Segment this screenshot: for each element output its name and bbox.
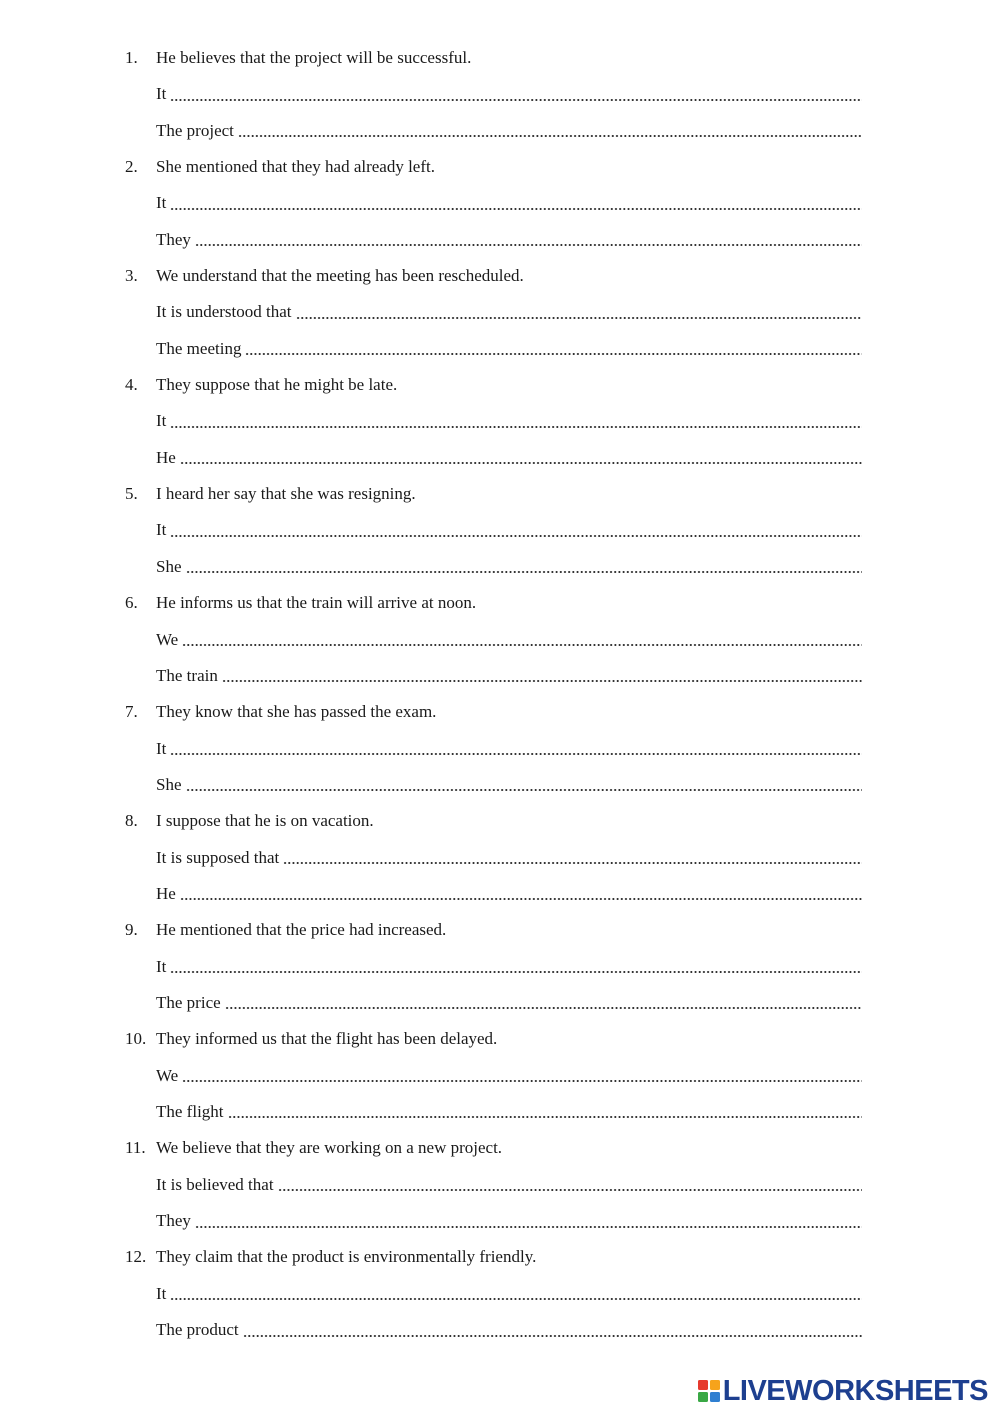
answer-prompt: They: [156, 1211, 191, 1230]
answer-input[interactable]: [243, 1324, 862, 1338]
liveworksheets-logo-text: LIVEWORKSHEETS: [722, 1375, 988, 1407]
answer-input[interactable]: [238, 124, 862, 138]
answer-prompt: We: [156, 629, 179, 649]
question-10: [0, 1021, 1000, 1057]
answer-line-5-1: [0, 512, 1000, 548]
answer-prompt: We: [156, 1065, 179, 1085]
answer-row: [156, 731, 862, 767]
answer-prompt: The product: [156, 1320, 239, 1340]
answer-line-7-2: [0, 767, 1000, 803]
answer-prompt: It: [156, 738, 167, 758]
answer-line-3-1: [0, 294, 1000, 330]
worksheet: [0, 40, 1000, 1348]
answer-input[interactable]: [170, 88, 862, 102]
answer-line-6-2: [0, 658, 1000, 694]
answer-row: [156, 876, 862, 912]
question-6: [0, 585, 1000, 621]
question-4: [0, 367, 1000, 403]
question-number: 11.: [125, 1138, 146, 1158]
answer-line-9-1: [0, 949, 1000, 985]
answer-row: [156, 1312, 862, 1348]
answer-line-12-2: [0, 1312, 1000, 1348]
answer-line-2-1: [0, 185, 1000, 221]
answer-prompt: It: [156, 84, 167, 104]
answer-line-4-1: [0, 403, 1000, 439]
answer-line-2-2: [0, 222, 1000, 258]
answer-input[interactable]: [245, 342, 862, 356]
answer-row: [156, 1203, 862, 1239]
answer-line-11-2: [0, 1203, 1000, 1239]
answer-row: [156, 1094, 862, 1130]
answer-input[interactable]: [180, 887, 862, 901]
question-number: 5.: [125, 484, 138, 504]
answer-prompt: The project: [156, 120, 234, 140]
answer-row: [156, 1058, 862, 1094]
answer-row: [156, 185, 862, 221]
answer-prompt: She: [156, 774, 182, 794]
answer-row: [156, 549, 862, 585]
answer-row: [156, 294, 862, 330]
answer-row: [156, 76, 862, 112]
answer-row: [156, 113, 862, 149]
answer-prompt: They: [156, 229, 191, 249]
answer-input[interactable]: [222, 669, 862, 683]
question-number: 10.: [125, 1029, 147, 1049]
answer-prompt: It: [156, 1283, 167, 1303]
answer-line-12-1: [0, 1276, 1000, 1312]
answer-input[interactable]: [170, 197, 862, 211]
question-9: [0, 912, 1000, 948]
logo-square-red: [698, 1380, 708, 1390]
question-3: [0, 258, 1000, 294]
question-text: She mentioned that they had already left.: [156, 157, 435, 177]
answer-line-10-2: [0, 1094, 1000, 1130]
question-number: 7.: [125, 702, 138, 722]
logo-square-green: [698, 1392, 708, 1402]
question-number: 6.: [125, 593, 138, 613]
answer-input[interactable]: [170, 524, 862, 538]
answer-row: [156, 331, 862, 367]
answer-row: [156, 840, 862, 876]
answer-prompt: The price: [156, 992, 221, 1012]
answer-row: [156, 222, 862, 258]
answer-line-1-1: [0, 76, 1000, 112]
answer-prompt: It: [156, 193, 167, 213]
answer-input[interactable]: [225, 996, 862, 1010]
liveworksheets-logo: [698, 1375, 988, 1407]
answer-row: [156, 440, 862, 476]
answer-prompt: The meeting: [156, 338, 242, 358]
answer-prompt: She: [156, 556, 182, 576]
question-2: [0, 149, 1000, 185]
answer-line-7-1: [0, 731, 1000, 767]
question-text: I suppose that he is on vacation.: [156, 811, 374, 831]
question-text: He informs us that the train will arrive at noon.: [156, 593, 477, 613]
question-number: 12.: [125, 1247, 147, 1267]
answer-input[interactable]: [182, 1069, 862, 1083]
answer-row: [156, 403, 862, 439]
question-text: He mentioned that the price had increased.: [156, 920, 447, 940]
question-number: 2.: [125, 157, 138, 177]
answer-line-9-2: [0, 985, 1000, 1021]
answer-prompt: It: [156, 520, 167, 540]
answer-input[interactable]: [195, 233, 862, 247]
question-5: [0, 476, 1000, 512]
question-7: [0, 694, 1000, 730]
answer-prompt: It: [156, 411, 167, 431]
answer-line-4-2: [0, 440, 1000, 476]
logo-square-blue: [710, 1392, 720, 1402]
answer-row: [156, 949, 862, 985]
answer-input[interactable]: [186, 560, 863, 574]
answer-line-8-1: [0, 840, 1000, 876]
answer-line-8-2: [0, 876, 1000, 912]
answer-line-10-1: [0, 1058, 1000, 1094]
answer-row: [156, 767, 862, 803]
answer-input[interactable]: [182, 633, 862, 647]
answer-line-11-1: [0, 1167, 1000, 1203]
answer-input[interactable]: [170, 742, 862, 756]
answer-input[interactable]: [228, 1105, 862, 1119]
question-text: They claim that the product is environmentally friendly.: [156, 1247, 537, 1267]
question-text: They suppose that he might be late.: [156, 375, 398, 395]
answer-input[interactable]: [180, 451, 862, 465]
answer-input[interactable]: [170, 1287, 862, 1301]
question-number: 4.: [125, 375, 138, 395]
question-text: I heard her say that she was resigning.: [156, 484, 416, 504]
answer-input[interactable]: [278, 1178, 862, 1192]
answer-row: [156, 1276, 862, 1312]
question-11: [0, 1130, 1000, 1166]
answer-row: [156, 658, 862, 694]
answer-row: [156, 985, 862, 1021]
answer-input[interactable]: [195, 1215, 862, 1229]
question-12: [0, 1239, 1000, 1275]
answer-prompt: It is supposed that: [156, 847, 280, 867]
answer-row: [156, 622, 862, 658]
answer-prompt: He: [156, 447, 176, 467]
answer-prompt: It: [156, 956, 167, 976]
answer-input[interactable]: [170, 960, 862, 974]
answer-line-6-1: [0, 622, 1000, 658]
answer-input[interactable]: [186, 778, 863, 792]
question-text: We believe that they are working on a new project.: [156, 1138, 503, 1158]
liveworksheets-logo-icon: [698, 1380, 720, 1402]
logo-square-orange: [710, 1380, 720, 1390]
answer-prompt: He: [156, 883, 176, 903]
answer-row: [156, 512, 862, 548]
answer-prompt: It is believed that: [156, 1174, 274, 1194]
question-number: 1.: [125, 48, 138, 67]
question-text: We understand that the meeting has been rescheduled.: [156, 266, 524, 286]
question-text: They know that she has passed the exam.: [156, 702, 437, 722]
question-number: 9.: [125, 920, 138, 940]
answer-line-1-2: [0, 113, 1000, 149]
answer-input[interactable]: [170, 415, 862, 429]
question-number: 3.: [125, 266, 138, 286]
answer-line-5-2: [0, 549, 1000, 585]
answer-prompt: The flight: [156, 1101, 224, 1121]
answer-prompt: It is understood that: [156, 302, 292, 322]
answer-input[interactable]: [283, 851, 862, 865]
answer-prompt: The train: [156, 665, 218, 685]
question-8: [0, 803, 1000, 839]
question-text: He believes that the project will be successful.: [156, 48, 472, 67]
question-text: They informed us that the flight has been delayed.: [156, 1029, 498, 1049]
question-number: 8.: [125, 811, 138, 831]
answer-line-3-2: [0, 331, 1000, 367]
answer-row: [156, 1167, 862, 1203]
answer-input[interactable]: [296, 306, 862, 320]
question-1: [0, 40, 1000, 76]
